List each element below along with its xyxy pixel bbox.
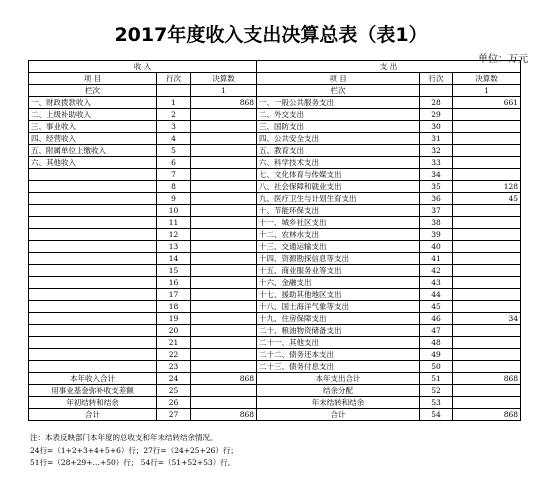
- expense-row-no: 52: [420, 385, 453, 397]
- income-row-no: 4: [157, 133, 191, 145]
- income-amount: [191, 241, 257, 253]
- expense-item: 六、科学技术支出: [257, 157, 420, 169]
- expense-item-header: 项 目: [257, 73, 420, 85]
- expense-row-no: 35: [420, 181, 453, 193]
- expense-amount: [453, 109, 521, 121]
- income-row-no: 24: [157, 373, 191, 385]
- income-item: 用事业基金弥补收支差额: [29, 385, 157, 397]
- budget-table: [28, 60, 521, 421]
- expense-row-no: 46: [420, 313, 453, 325]
- notes: [30, 432, 238, 470]
- expense-row-no: 40: [420, 241, 453, 253]
- income-row-no: 21: [157, 337, 191, 349]
- column-header-row: [29, 73, 521, 85]
- expense-amount: [453, 325, 521, 337]
- expense-row-no: 54: [420, 409, 453, 421]
- expense-item: 一、一般公共服务支出: [257, 97, 420, 109]
- expense-amount: [453, 301, 521, 313]
- expense-amount: [453, 241, 521, 253]
- expense-amount-header: 决算数: [453, 73, 521, 85]
- table-row: [29, 385, 521, 397]
- expense-row-no: 29: [420, 109, 453, 121]
- income-row-no: 19: [157, 313, 191, 325]
- expense-amount: [453, 277, 521, 289]
- income-row-no: 2: [157, 109, 191, 121]
- expense-row-no: 43: [420, 277, 453, 289]
- income-row-no: 16: [157, 277, 191, 289]
- expense-row-no: 44: [420, 289, 453, 301]
- income-row-no: 1: [157, 97, 191, 109]
- table-row: [29, 193, 521, 205]
- expense-item: 结余分配: [257, 385, 420, 397]
- income-row-no: 25: [157, 385, 191, 397]
- table-row: [29, 409, 521, 421]
- table-row: [29, 325, 521, 337]
- expense-amount: 868: [453, 373, 521, 385]
- income-amount: [191, 205, 257, 217]
- income-amount-header: 决算数: [191, 73, 257, 85]
- table-row: [29, 289, 521, 301]
- income-row-no: 13: [157, 241, 191, 253]
- expense-amount: [453, 133, 521, 145]
- income-amount: [191, 313, 257, 325]
- expense-row-no: 47: [420, 325, 453, 337]
- income-row-no: 18: [157, 301, 191, 313]
- table-row: [29, 229, 521, 241]
- table-row: [29, 133, 521, 145]
- income-amount: [191, 325, 257, 337]
- expense-row-no: 49: [420, 349, 453, 361]
- income-item: 合计: [29, 409, 157, 421]
- income-row-no: 17: [157, 289, 191, 301]
- income-item: [29, 349, 157, 361]
- expense-item: 二十、粮油物资储备支出: [257, 325, 420, 337]
- income-row-no: 20: [157, 325, 191, 337]
- expense-row-no: 30: [420, 121, 453, 133]
- income-row-no: 3: [157, 121, 191, 133]
- income-item: 五、附属单位上缴收入: [29, 145, 157, 157]
- income-item: [29, 169, 157, 181]
- unit-label: 单位：万元: [478, 54, 528, 65]
- income-item: [29, 265, 157, 277]
- expense-amount: 128: [453, 181, 521, 193]
- expense-item: 十三、交通运输支出: [257, 241, 420, 253]
- income-row-no: 14: [157, 253, 191, 265]
- income-amount: [191, 229, 257, 241]
- expense-row-no: 31: [420, 133, 453, 145]
- expense-amount: [453, 337, 521, 349]
- expense-row-no: 34: [420, 169, 453, 181]
- table-row: [29, 265, 521, 277]
- expense-amount: [453, 289, 521, 301]
- expense-amount: [453, 253, 521, 265]
- expense-item: 九、医疗卫生与计划生育支出: [257, 193, 420, 205]
- expense-amount: [453, 229, 521, 241]
- expense-item: 五、教育支出: [257, 145, 420, 157]
- income-group-header: 收 入: [29, 61, 257, 73]
- income-amount: [191, 217, 257, 229]
- income-row-no: 22: [157, 349, 191, 361]
- table-row: [29, 397, 521, 409]
- income-item-header: 项 目: [29, 73, 157, 85]
- income-amount: 868: [191, 373, 257, 385]
- income-item: 本年收入合计: [29, 373, 157, 385]
- expense-row-no: 50: [420, 361, 453, 373]
- expense-item: 合计: [257, 409, 420, 421]
- expense-item: 十八、国土海洋气象等支出: [257, 301, 420, 313]
- income-item: [29, 217, 157, 229]
- income-row-no: 27: [157, 409, 191, 421]
- expense-item: 三、国防支出: [257, 121, 420, 133]
- income-item: [29, 313, 157, 325]
- income-item: 三、事业收入: [29, 121, 157, 133]
- expense-row-no: 48: [420, 337, 453, 349]
- expense-amount: [453, 385, 521, 397]
- table-row: [29, 109, 521, 121]
- income-amount: [191, 193, 257, 205]
- expense-item: 四、公共安全支出: [257, 133, 420, 145]
- table-row: [29, 253, 521, 265]
- expense-amount: 868: [453, 409, 521, 421]
- note-line: 51行=（28+29+…+50）行； 54行=（51+52+53）行。: [30, 458, 236, 467]
- income-row-no: 5: [157, 145, 191, 157]
- expense-row-no: 36: [420, 193, 453, 205]
- note-line: 注：本表反映部门本年度的总收支和年末结转结余情况。: [30, 433, 218, 442]
- income-amount: [191, 253, 257, 265]
- expense-lanci-empty: [420, 85, 453, 97]
- expense-row-no: 28: [420, 97, 453, 109]
- income-amount: [191, 337, 257, 349]
- note-line: 24行=（1+2+3+4+5+6）行；27行=（24+25+26）行；: [30, 445, 238, 455]
- income-amount: [191, 385, 257, 397]
- table-row: [29, 145, 521, 157]
- expense-amount: [453, 217, 521, 229]
- income-item: [29, 337, 157, 349]
- income-amount: [191, 181, 257, 193]
- income-row-no: 9: [157, 193, 191, 205]
- income-item: [29, 277, 157, 289]
- income-item: 六、其他收入: [29, 157, 157, 169]
- expense-row-no: 33: [420, 157, 453, 169]
- expense-item: 十六、金融支出: [257, 277, 420, 289]
- expense-item: 十、节能环保支出: [257, 205, 420, 217]
- income-row-no: 23: [157, 361, 191, 373]
- income-item: [29, 193, 157, 205]
- expense-item: 年末结转和结余: [257, 397, 420, 409]
- income-item: [29, 205, 157, 217]
- table-row: [29, 349, 521, 361]
- expense-item: 十九、住房保障支出: [257, 313, 420, 325]
- income-amount: [191, 361, 257, 373]
- expense-amount: [453, 121, 521, 133]
- income-item: [29, 325, 157, 337]
- income-lanci-empty: [157, 85, 191, 97]
- table-row: [29, 337, 521, 349]
- income-amount: [191, 277, 257, 289]
- income-item: [29, 361, 157, 373]
- expense-amount: [453, 397, 521, 409]
- income-row-no: 15: [157, 265, 191, 277]
- income-amount: 868: [191, 409, 257, 421]
- table-row: [29, 301, 521, 313]
- income-row-no: 10: [157, 205, 191, 217]
- table-row: [29, 121, 521, 133]
- income-row-no-header: 行次: [157, 73, 191, 85]
- income-row-no: 8: [157, 181, 191, 193]
- income-item: 一、财政拨款收入: [29, 97, 157, 109]
- income-row-no: 11: [157, 217, 191, 229]
- expense-amount: 661: [453, 97, 521, 109]
- expense-amount: [453, 361, 521, 373]
- income-item: [29, 229, 157, 241]
- expense-item: 十四、资源勘探信息等支出: [257, 253, 420, 265]
- expense-row-no: 45: [420, 301, 453, 313]
- income-amount: [191, 265, 257, 277]
- expense-amount: [453, 349, 521, 361]
- expense-row-no: 42: [420, 265, 453, 277]
- table-body: [29, 61, 521, 421]
- table-row: [29, 241, 521, 253]
- table-row: [29, 169, 521, 181]
- expense-item: 二十一、其他支出: [257, 337, 420, 349]
- expense-row-no: 39: [420, 229, 453, 241]
- income-amount: [191, 109, 257, 121]
- expense-row-no-header: 行次: [420, 73, 453, 85]
- expense-item: 十五、商业服务业等支出: [257, 265, 420, 277]
- income-item: [29, 181, 157, 193]
- table-row: [29, 205, 521, 217]
- table-row: [29, 97, 521, 109]
- income-amount: [191, 157, 257, 169]
- income-amount: [191, 301, 257, 313]
- income-row-no: 7: [157, 169, 191, 181]
- income-row-no: 26: [157, 397, 191, 409]
- table-row: [29, 181, 521, 193]
- income-amount: [191, 133, 257, 145]
- expense-amount: [453, 145, 521, 157]
- expense-row-no: 32: [420, 145, 453, 157]
- table-row: [29, 277, 521, 289]
- expense-row-no: 38: [420, 217, 453, 229]
- expense-row-no: 53: [420, 397, 453, 409]
- expense-item: 二十二、债务还本支出: [257, 349, 420, 361]
- table-row: [29, 361, 521, 373]
- income-item: 二、上级补助收入: [29, 109, 157, 121]
- income-lanci-label: 栏次: [29, 85, 157, 97]
- table-row: [29, 373, 521, 385]
- income-item: [29, 301, 157, 313]
- income-item: [29, 253, 157, 265]
- group-header-row: [29, 61, 521, 73]
- expense-amount: [453, 205, 521, 217]
- expense-item: 十二、农林水支出: [257, 229, 420, 241]
- expense-amount: [453, 169, 521, 181]
- table-row: [29, 157, 521, 169]
- expense-item: 二十三、债务付息支出: [257, 361, 420, 373]
- expense-lanci-num: 1: [453, 85, 521, 97]
- expense-item: 八、社会保障和就业支出: [257, 181, 420, 193]
- income-amount: [191, 121, 257, 133]
- expense-row-no: 37: [420, 205, 453, 217]
- expense-item: 二、外交支出: [257, 109, 420, 121]
- income-row-no: 12: [157, 229, 191, 241]
- income-row-no: 6: [157, 157, 191, 169]
- income-lanci-num: 1: [191, 85, 257, 97]
- expense-item: 十七、援助其他地区支出: [257, 289, 420, 301]
- expense-row-no: 51: [420, 373, 453, 385]
- expense-amount: [453, 265, 521, 277]
- lanci-row: [29, 85, 521, 97]
- expense-amount: 34: [453, 313, 521, 325]
- income-amount: [191, 349, 257, 361]
- income-item: [29, 289, 157, 301]
- expense-item: 十一、城乡社区支出: [257, 217, 420, 229]
- income-amount: [191, 145, 257, 157]
- income-item: 年初结转和结余: [29, 397, 157, 409]
- income-amount: [191, 169, 257, 181]
- expense-amount: [453, 157, 521, 169]
- income-amount: 868: [191, 97, 257, 109]
- table-row: [29, 217, 521, 229]
- expense-row-no: 41: [420, 253, 453, 265]
- expense-amount: 45: [453, 193, 521, 205]
- income-item: 四、经营收入: [29, 133, 157, 145]
- income-amount: [191, 397, 257, 409]
- expense-group-header: 支 出: [257, 61, 521, 73]
- expense-item: 七、文化体育与传媒支出: [257, 169, 420, 181]
- income-item: [29, 241, 157, 253]
- page-title: 2017年度收入支出决算总表（表1）: [114, 24, 428, 46]
- income-amount: [191, 289, 257, 301]
- expense-item: 本年支出合计: [257, 373, 420, 385]
- table-row: [29, 313, 521, 325]
- expense-lanci-label: 栏次: [257, 85, 420, 97]
